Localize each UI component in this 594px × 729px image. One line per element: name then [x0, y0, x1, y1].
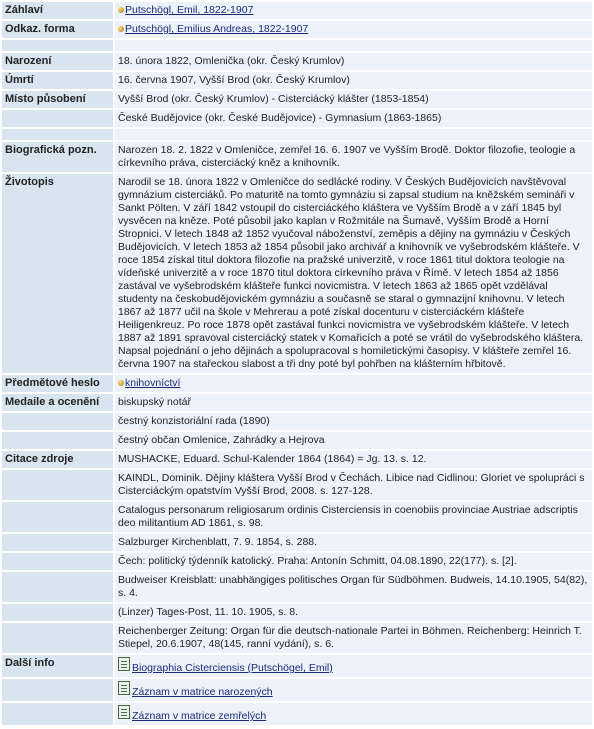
- gold-bullet-icon: [118, 26, 124, 32]
- value-umrti: 16. června 1907, Vyšší Brod (okr. Český Krumlov): [115, 72, 592, 89]
- row-zahlavi: [2, 2, 592, 19]
- row-odkaz-forma: [2, 21, 592, 38]
- heading-link[interactable]: Putschögl, Emil, 1822-1907: [125, 4, 254, 16]
- label-odkaz-forma: Odkaz. forma: [2, 21, 113, 38]
- death-register-link[interactable]: Záznam v matrice zemřelých: [132, 710, 267, 722]
- citation-1: MUSHACKE, Eduard. Schul-Kalender 1864 (1864) = Jg. 13. s. 12.: [115, 451, 592, 468]
- row-predmetove-heslo: [2, 375, 592, 392]
- value-zivotopis: Narodil se 18. února 1822 v Omleničce do sedlácké rodiny. V Českých Budějovicích navštěvoval gymnázium cisterciáků. Po maturitě na tomto gymnáziu si zapsal studium na kněžském semináři v Sankt Pölten. V září 1842 vstoupil do cisterciáckého kláštera ve Vyšším Brodě a v září 1845 byl vysvěcen na kněze. Poté působil jako kaplan v Rožmitále na Šumavě, Vyšším Brodě a Horní Stropnici. V letech 1848 až 1852 vyučoval náboženství, zeměpis a dějiny na gymnáziu v Českých Budějovicích. V letech 1853 až 1854 působil jako archivář a knihovník ve vyšebrodském klášteře. V roce 1854 získal titul doktora filozofie na pražské univerzitě, v roce 1861 titul doktora teologie na vídeňské univerzitě a v roce 1870 titul doktora církevního práva v Římě. V letech 1854 až 1856 zastával ve vyšebrodském klášteře funkci novicmistra. V letech 1863 až 1865 opět vzdělával studenty na českobudějovickém gymnáziu a současně se staral o gymnazijní knihovnu. V letech 1867 až 1877 učil na škole v Mehrerau a poté získal docenturu v cisterciáckém klášteře Heiligenkreuz. Po roce 1878 opět zastával funkci novicmistra ve vyšebrodském klášteře. V letech 1887 až 1891 spravoval cisterciácký statek v Komařicích a poté se vrátil do vyšebrodského kláštera. Napsal pojednání o jeho dějinách a spolupracoval s homiletickými časopisy. V klášteře zemřel 16. června 1907 na stařeckou slabost a tři dny poté byl pohřben na klášterním hřbitově.: [115, 174, 592, 373]
- document-icon: [118, 657, 130, 671]
- citation-6: Budweiser Kreisblatt: unabhängiges politisches Organ für Südböhmen. Budweis, 14.10.1905, 54(82), s. 4.: [115, 572, 592, 602]
- birth-register-link[interactable]: Záznam v matrice narozených: [132, 686, 273, 698]
- document-icon: [118, 705, 130, 719]
- row-dalsi-info: [2, 655, 592, 677]
- label-dalsi-info: Další info: [2, 655, 113, 677]
- document-icon: [118, 681, 130, 695]
- value-medaile-1: biskupský notář: [115, 394, 592, 411]
- value-misto-pusobeni-1: Vyšší Brod (okr. Český Krumlov) - Cisterciácký klášter (1853-1854): [115, 91, 592, 108]
- value-medaile-2: čestný konzistoriální rada (1890): [115, 413, 592, 430]
- row-medaile: [2, 394, 592, 411]
- value-medaile-3: čestný občan Omlenice, Zahrádky a Hejrova: [115, 432, 592, 449]
- row-umrti: [2, 72, 592, 89]
- value-biograficka-pozn: Narozen 18. 2. 1822 v Omleničce, zemřel 16. 6. 1907 ve Vyšším Brodě. Doktor filozofie, teologie a církevního práva, cisterciácký kněz a knihovník.: [115, 142, 592, 172]
- reference-form-link[interactable]: Putschögl, Emilius Andreas, 1822-1907: [125, 23, 309, 35]
- value-narozeni: 18. února 1822, Omlenička (okr. Český Krumlov): [115, 53, 592, 70]
- row-misto-pusobeni: [2, 91, 592, 108]
- row-citace: [2, 451, 592, 468]
- biographia-cisterciensis-link[interactable]: Biographia Cisterciensis (Putschögel, Emil): [132, 662, 333, 674]
- citation-7: (Linzer) Tages-Post, 11. 10. 1905, s. 8.: [115, 604, 592, 621]
- row-biograficka-pozn: [2, 142, 592, 172]
- label-zahlavi: Záhlaví: [2, 2, 113, 19]
- citation-5: Čech: politický týdenník katolický. Praha: Antonín Schmitt, 04.08.1890, 22(177). s. [2].: [115, 553, 592, 570]
- spacer-row: [2, 129, 592, 140]
- label-predmetove-heslo: Předmětové heslo: [2, 375, 113, 392]
- citation-3: Catalogus personarum religiosarum ordinis Cisterciensis in coenobiis provinciae Austriae adscriptis deo militantium AD 1861, s. 98.: [115, 502, 592, 532]
- label-citace: Citace zdroje: [2, 451, 113, 468]
- label-biograficka-pozn: Biografická pozn.: [2, 142, 113, 172]
- label-misto-pusobeni: Místo působení: [2, 91, 113, 108]
- subject-heading-link[interactable]: knihovníctví: [125, 377, 181, 389]
- label-umrti: Úmrtí: [2, 72, 113, 89]
- label-narozeni: Narození: [2, 53, 113, 70]
- label-zivotopis: Životopis: [2, 174, 113, 373]
- spacer-row: [2, 40, 592, 51]
- gold-bullet-icon: [118, 7, 124, 13]
- value-misto-pusobeni-2: České Budějovice (okr. České Budějovice) - Gymnasium (1863-1865): [115, 110, 592, 127]
- gold-bullet-icon: [118, 380, 124, 386]
- row-narozeni: [2, 53, 592, 70]
- citation-2: KAINDL, Dominik. Dějiny kláštera Vyšší Brod v Čechách. Libice nad Cidlinou: Gloriet ve spolupráci s Cisterciáckým opatstvím Vyšší Brod, 2008. s. 127-128.: [115, 470, 592, 500]
- label-medaile: Medaile a ocenění: [2, 394, 113, 411]
- row-zivotopis: [2, 174, 592, 373]
- citation-8: Reichenberger Zeitung: Organ für die deutsch-nationale Partei in Böhmen. Reichenberg: Heinrich T. Stiepel, 20.6.1907, 48(145, ranní vydání), s. 6.: [115, 623, 592, 653]
- citation-4: Salzburger Kirchenblatt, 7. 9. 1854, s. 288.: [115, 534, 592, 551]
